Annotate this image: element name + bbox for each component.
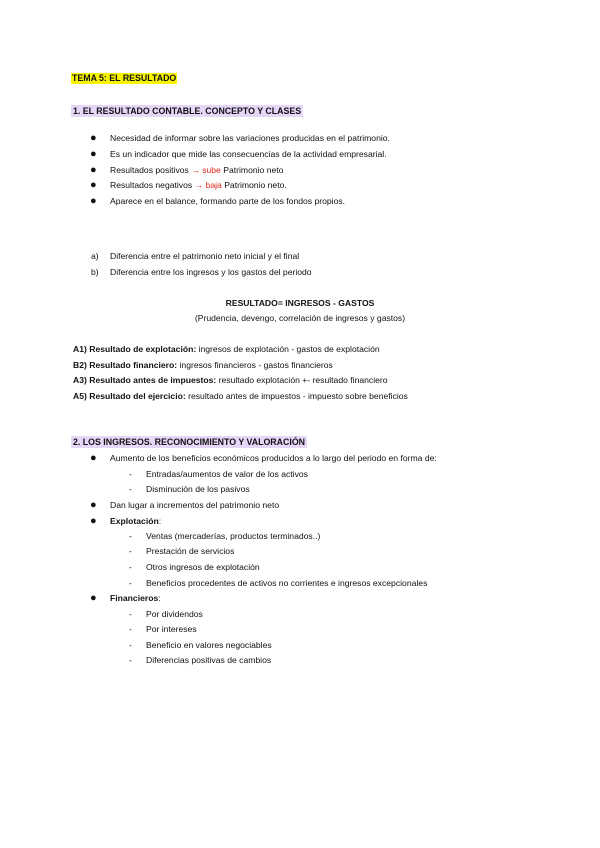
financieros-label: Financieros bbox=[110, 593, 159, 603]
positivos-tail: Patrimonio neto bbox=[223, 165, 284, 175]
list-item: Aumento de los beneficios económicos producidos a lo largo del periodo en forma de: bbox=[110, 453, 437, 463]
sub-list-item: Beneficio en valores negociables bbox=[146, 640, 272, 650]
result-label: B2) Resultado financiero: bbox=[73, 360, 178, 370]
result-label: A1) Resultado de explotación: bbox=[73, 344, 197, 354]
list-item-positivos bbox=[110, 165, 283, 176]
financieros-heading bbox=[110, 593, 161, 604]
explotacion-heading bbox=[110, 516, 161, 527]
bullet-icon: ● bbox=[90, 148, 97, 160]
explotacion-colon: : bbox=[158, 516, 162, 526]
result-label: A5) Resultado del ejercicio: bbox=[73, 391, 186, 401]
dash-icon: - bbox=[129, 546, 132, 556]
sub-list-item: Ventas (mercaderías, productos terminados..) bbox=[146, 531, 321, 541]
bullet-icon: ● bbox=[90, 164, 97, 176]
dash-icon: - bbox=[129, 484, 132, 494]
result-label: A3) Resultado antes de impuestos: bbox=[73, 375, 217, 385]
sub-list-item: Entradas/aumentos de valor de los activos bbox=[146, 469, 308, 479]
sub-list-item: Por dividendos bbox=[146, 609, 203, 619]
formula-note: (Prudencia, devengo, correlación de ingresos y gastos) bbox=[194, 313, 406, 323]
result-text: resultado antes de impuestos - impuesto sobre beneficios bbox=[188, 391, 408, 401]
result-line-a1 bbox=[73, 344, 380, 355]
dash-icon: - bbox=[129, 640, 132, 650]
bullet-icon: ● bbox=[90, 195, 97, 207]
explotacion-label: Explotación bbox=[110, 516, 159, 526]
list-marker: b) bbox=[91, 267, 99, 277]
bullet-icon: ● bbox=[90, 499, 97, 511]
sub-list-item: Diferencias positivas de cambios bbox=[146, 655, 272, 665]
baja-arrow: → baja bbox=[194, 180, 222, 190]
section-1-heading: 1. EL RESULTADO CONTABLE. CONCEPTO Y CLASES bbox=[73, 106, 302, 116]
list-item: Dan lugar a incrementos del patrimonio neto bbox=[110, 500, 280, 510]
sub-list-item: Otros ingresos de explotación bbox=[146, 562, 260, 572]
bullet-icon: ● bbox=[90, 592, 97, 604]
list-item: Es un indicador que mide las consecuencias de la actividad empresarial. bbox=[110, 149, 387, 159]
bullet-icon: ● bbox=[90, 132, 97, 144]
list-item: Diferencia entre los ingresos y los gastos del periodo bbox=[110, 267, 312, 277]
dash-icon: - bbox=[129, 562, 132, 572]
result-text: ingresos de explotación - gastos de explotación bbox=[198, 344, 380, 354]
negativos-tail: Patrimonio neto. bbox=[224, 180, 287, 190]
positivos-label: Resultados positivos bbox=[110, 165, 189, 175]
section-2-heading: 2. LOS INGRESOS. RECONOCIMIENTO Y VALORACIÓN bbox=[73, 437, 306, 447]
result-text: ingresos financieros - gastos financieros bbox=[179, 360, 333, 370]
formula: RESULTADO= INGRESOS - GASTOS bbox=[225, 298, 375, 308]
sube-arrow: → sube bbox=[191, 165, 221, 175]
dash-icon: - bbox=[129, 655, 132, 665]
bullet-icon: ● bbox=[90, 452, 97, 464]
dash-icon: - bbox=[129, 531, 132, 541]
list-marker: a) bbox=[91, 251, 99, 261]
dash-icon: - bbox=[129, 609, 132, 619]
dash-icon: - bbox=[129, 624, 132, 634]
bullet-icon: ● bbox=[90, 515, 97, 527]
list-item: Diferencia entre el patrimonio neto inicial y el final bbox=[110, 251, 300, 261]
result-text: resultado explotación +- resultado financiero bbox=[218, 375, 388, 385]
negativos-label: Resultados negativos bbox=[110, 180, 193, 190]
sub-list-item: Beneficios procedentes de activos no corrientes e ingresos excepcionales bbox=[146, 578, 428, 588]
dash-icon: - bbox=[129, 469, 132, 479]
financieros-colon: : bbox=[158, 593, 161, 603]
list-item: Aparece en el balance, formando parte de los fondos propios. bbox=[110, 196, 346, 206]
list-item-negativos bbox=[110, 180, 287, 191]
dash-icon: - bbox=[129, 578, 132, 588]
sub-list-item: Por intereses bbox=[146, 624, 197, 634]
result-line-a5 bbox=[73, 391, 408, 402]
result-line-a3 bbox=[73, 375, 388, 386]
document-title: TEMA 5: EL RESULTADO bbox=[72, 73, 177, 83]
result-line-b2 bbox=[73, 360, 333, 371]
sub-list-item: Disminución de los pasivos bbox=[146, 484, 250, 494]
sub-list-item: Prestación de servicios bbox=[146, 546, 235, 556]
bullet-icon: ● bbox=[90, 179, 97, 191]
list-item: Necesidad de informar sobre las variaciones producidas en el patrimonio. bbox=[110, 133, 390, 143]
